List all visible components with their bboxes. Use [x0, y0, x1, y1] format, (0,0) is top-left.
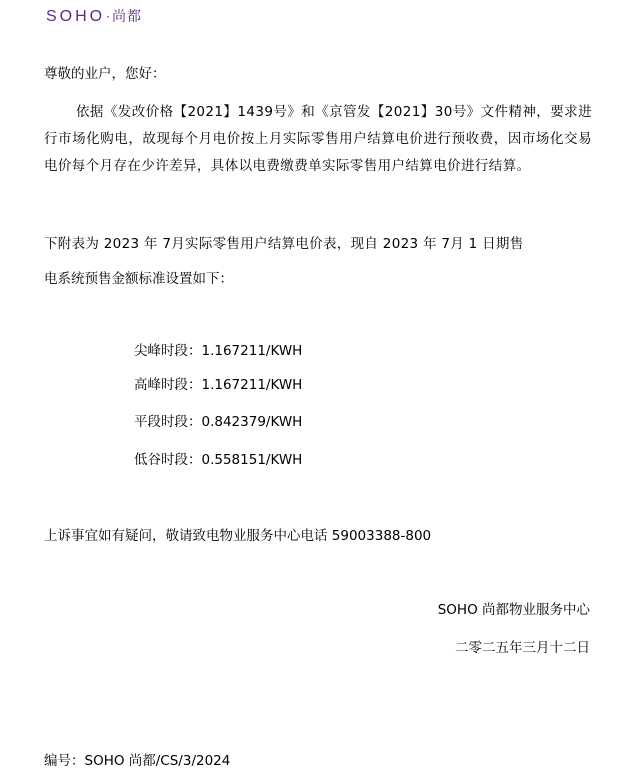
logo: [46, 6, 142, 27]
logo-word: SOHO: [46, 8, 106, 25]
body-paragraph: 依据《发改价格【2021】1439号》和《京管发【2021】30号》文件精神，要求进行市场化购电，故现每个月电价按上月实际零售用户结算电价进行预收费，因市场化交易电价每个月存在少许差异，具体以电费缴费单实际零售用户结算电价进行结算。: [44, 104, 592, 174]
contact-line: 上诉事宜如有疑问，敬请致电物业服务中心电话 59003388-800: [44, 528, 432, 544]
signature: SOHO 尚都物业服务中心: [437, 602, 590, 618]
rate-peak: 尖峰时段：1.167211/KWH: [134, 343, 303, 359]
rate-valley: 低谷时段：0.558151/KWH: [134, 452, 303, 468]
document-number: 编号：SOHO 尚都/CS/3/2024: [44, 753, 231, 769]
logo-separator: ·: [106, 10, 111, 24]
date-line: 二零二五年三月十二日: [455, 640, 590, 656]
rate-high: 高峰时段：1.167211/KWH: [134, 377, 303, 393]
salutation: 尊敬的业户，您好：: [44, 66, 166, 82]
logo-chinese: 尚都: [111, 9, 142, 25]
rate-flat: 平段时段：0.842379/KWH: [134, 414, 303, 430]
table-intro-line-1: 下附表为 2023 年 7月实际零售用户结算电价表，现自 2023 年 7月 1 日期售: [44, 236, 524, 252]
table-intro-line-2: 电系统预售金额标准设置如下：: [44, 271, 233, 287]
